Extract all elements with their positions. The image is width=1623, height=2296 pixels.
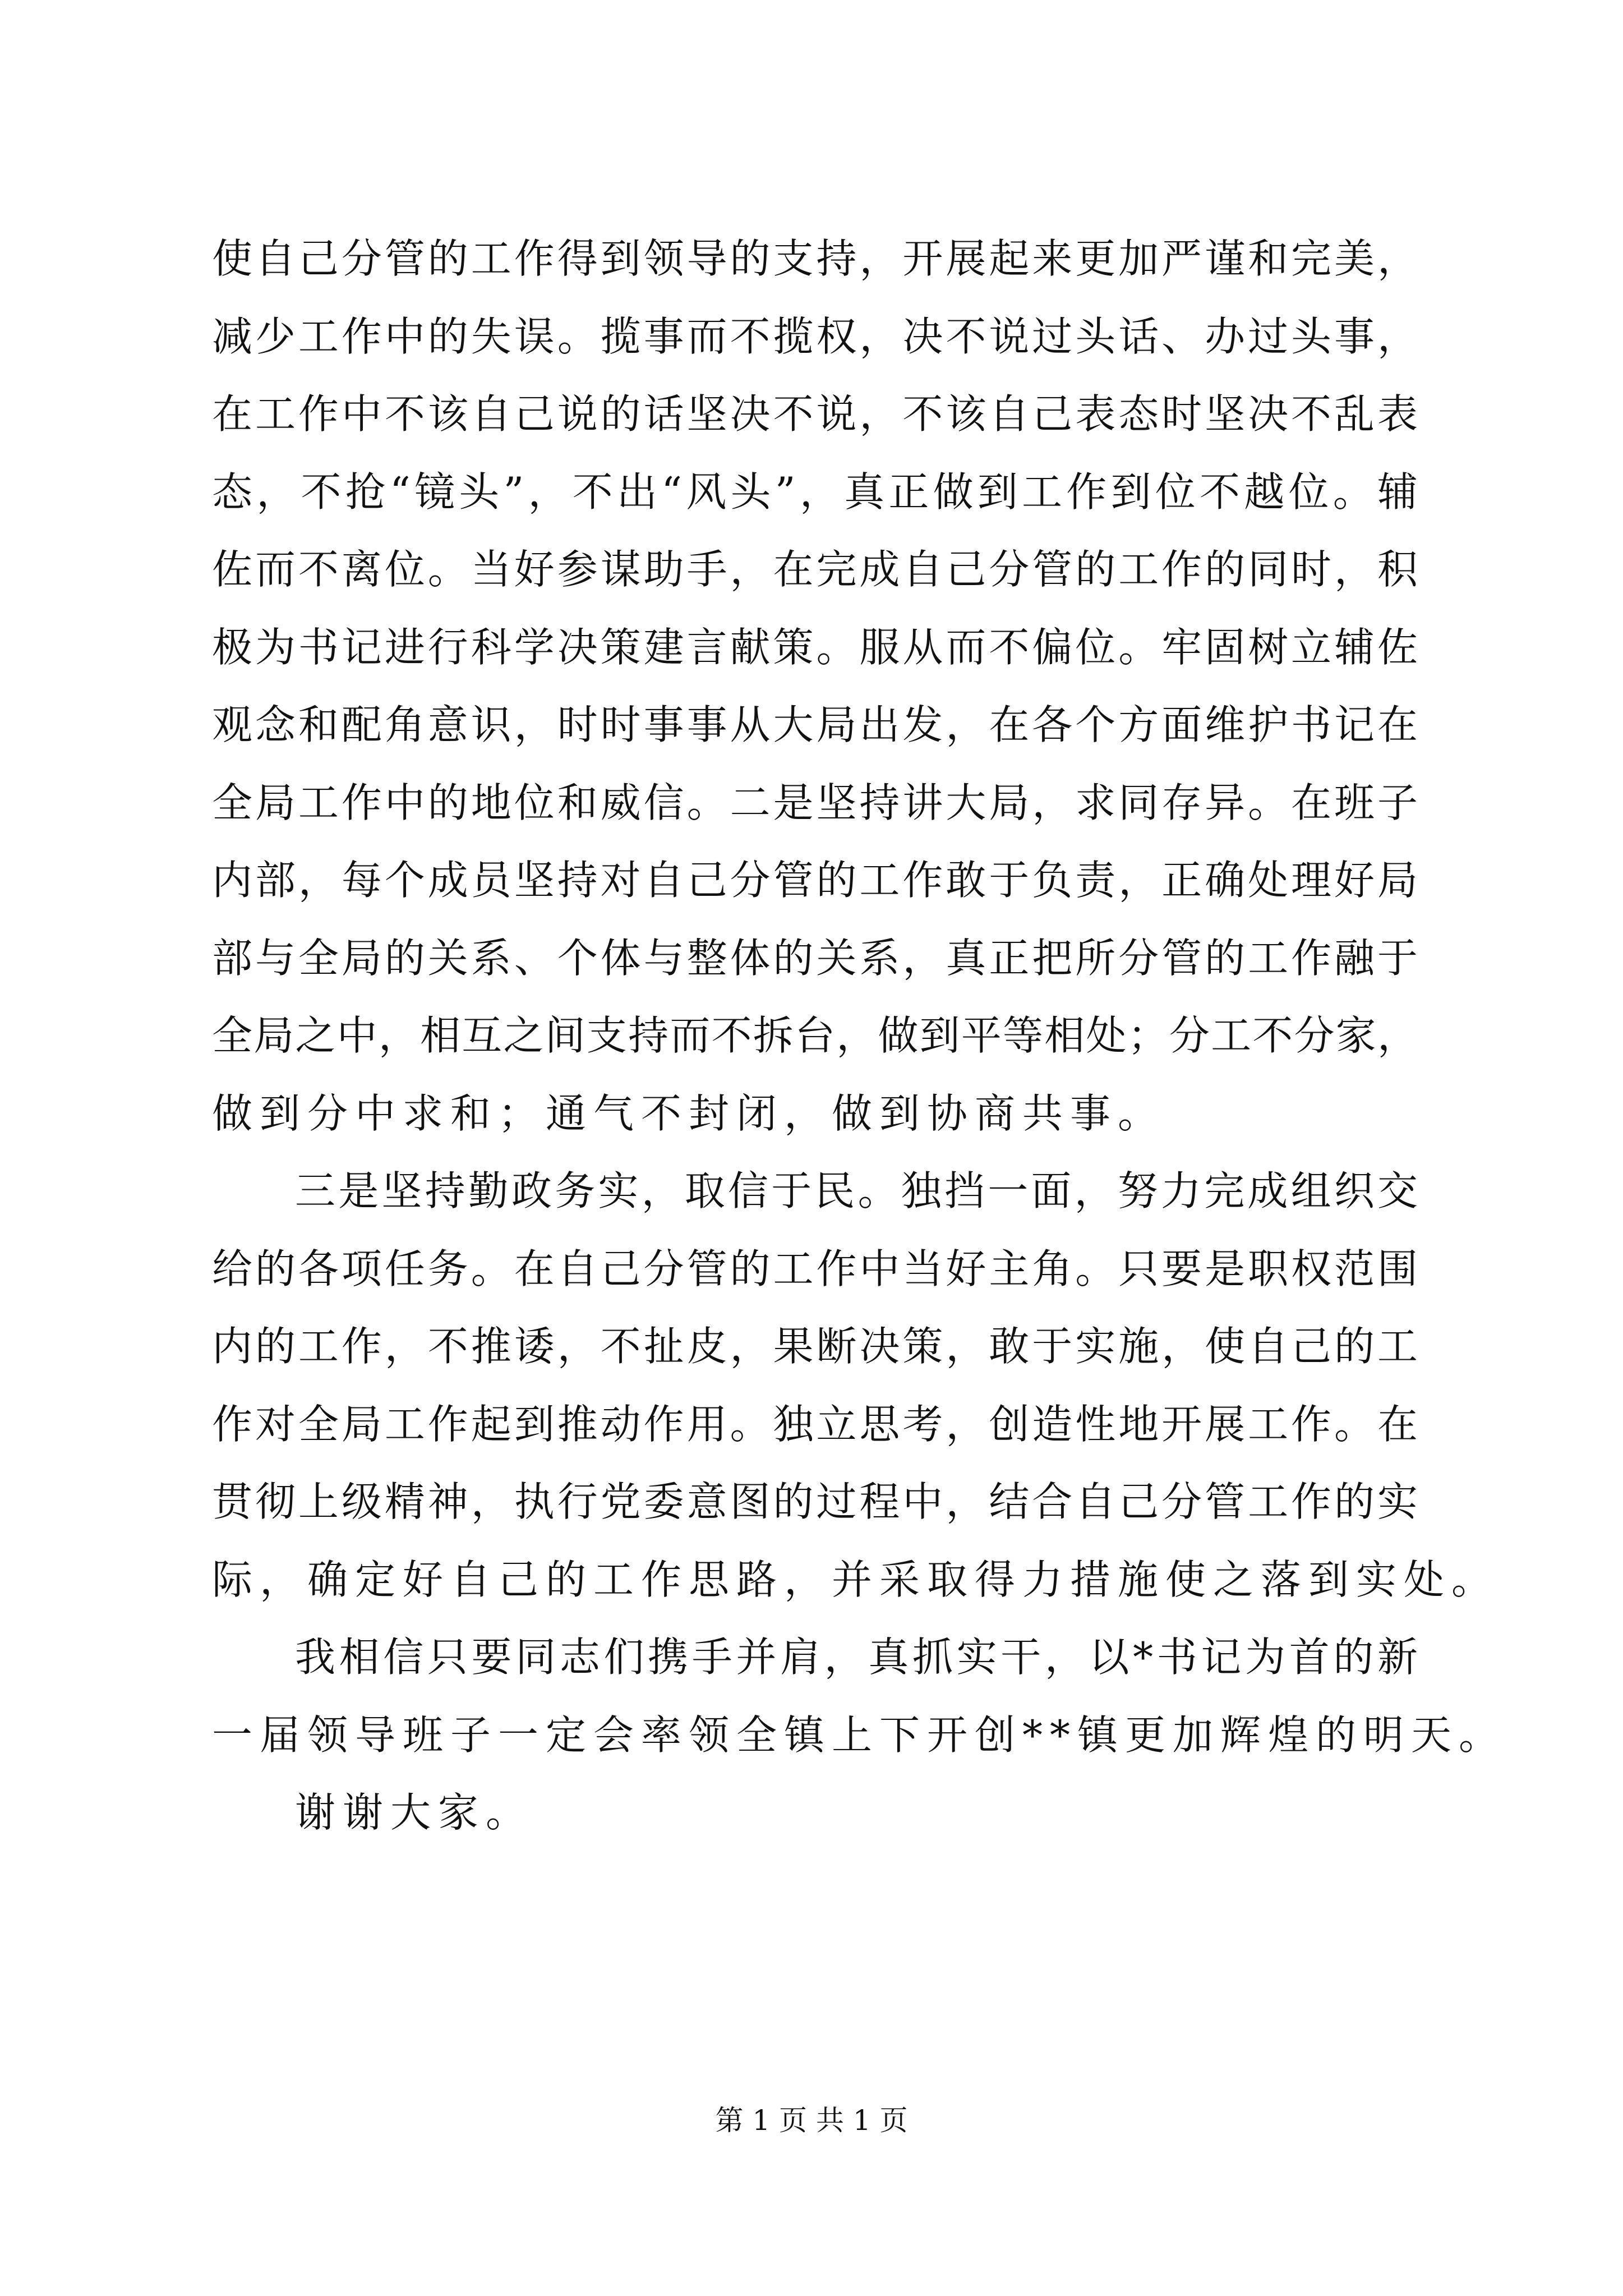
text-line: 做到分中求和；通气不封闭，做到协商共事。	[212, 1089, 1166, 1137]
text-line: 内的工作，不推诿，不扯皮，果断决策，敢于实施，使自己的工	[212, 1323, 1418, 1370]
document-body	[212, 220, 1507, 1852]
paragraph-first-line: 我相信只要同志们携手并肩，真抓实干，以*书记为首的新	[295, 1634, 1418, 1681]
text-line: 部与全局的关系、个体与整体的关系，真正把所分管的工作融于	[212, 934, 1418, 982]
text-line: 内部，每个成员坚持对自己分管的工作敢于负责，正确处理好局	[212, 857, 1418, 904]
text-line: 观念和配角意识，时时事事从大局出发，在各个方面维护书记在	[212, 701, 1418, 748]
text-line: 贯彻上级精神，执行党委意图的过程中，结合自己分管工作的实	[212, 1478, 1418, 1525]
text-line: 作对全局工作起到推动作用。独立思考，创造性地开展工作。在	[212, 1400, 1418, 1448]
text-line: 佐而不离位。当好参谋助手，在完成自己分管的工作的同时，积	[212, 546, 1418, 593]
text-line: 给的各项任务。在自己分管的工作中当好主角。只要是职权范围	[212, 1245, 1418, 1292]
text-line: 际，确定好自己的工作思路，并采取得力措施使之落到实处。	[212, 1556, 1500, 1603]
text-line: 减少工作中的失误。揽事而不揽权，决不说过头话、办过头事，	[212, 312, 1418, 360]
text-line: 态，不抢“镜头”，不出“风头”，真正做到工作到位不越位。辅	[212, 468, 1418, 516]
text-line: 极为书记进行科学决策建言献策。服从而不偏位。牢固树立辅佐	[212, 623, 1418, 671]
paragraph-first-line: 三是坚持勤政务实，取信于民。独挡一面，努力完成组织交	[295, 1167, 1418, 1214]
page-footer: 第 1 页 共 1 页	[715, 2104, 908, 2137]
text-line: 全局之中，相互之间支持而不拆台，做到平等相处；分工不分家，	[212, 1012, 1418, 1059]
text-line: 使自己分管的工作得到领导的支持，开展起来更加严谨和完美，	[212, 235, 1418, 282]
text-line: 在工作中不该自己说的话坚决不说，不该自己表态时坚决不乱表	[212, 390, 1418, 438]
closing-line: 谢谢大家。	[295, 1789, 534, 1836]
text-line: 全局工作中的地位和威信。二是坚持讲大局，求同存异。在班子	[212, 779, 1418, 826]
text-line: 一届领导班子一定会率领全镇上下开创**镇更加辉煌的明天。	[212, 1711, 1507, 1759]
